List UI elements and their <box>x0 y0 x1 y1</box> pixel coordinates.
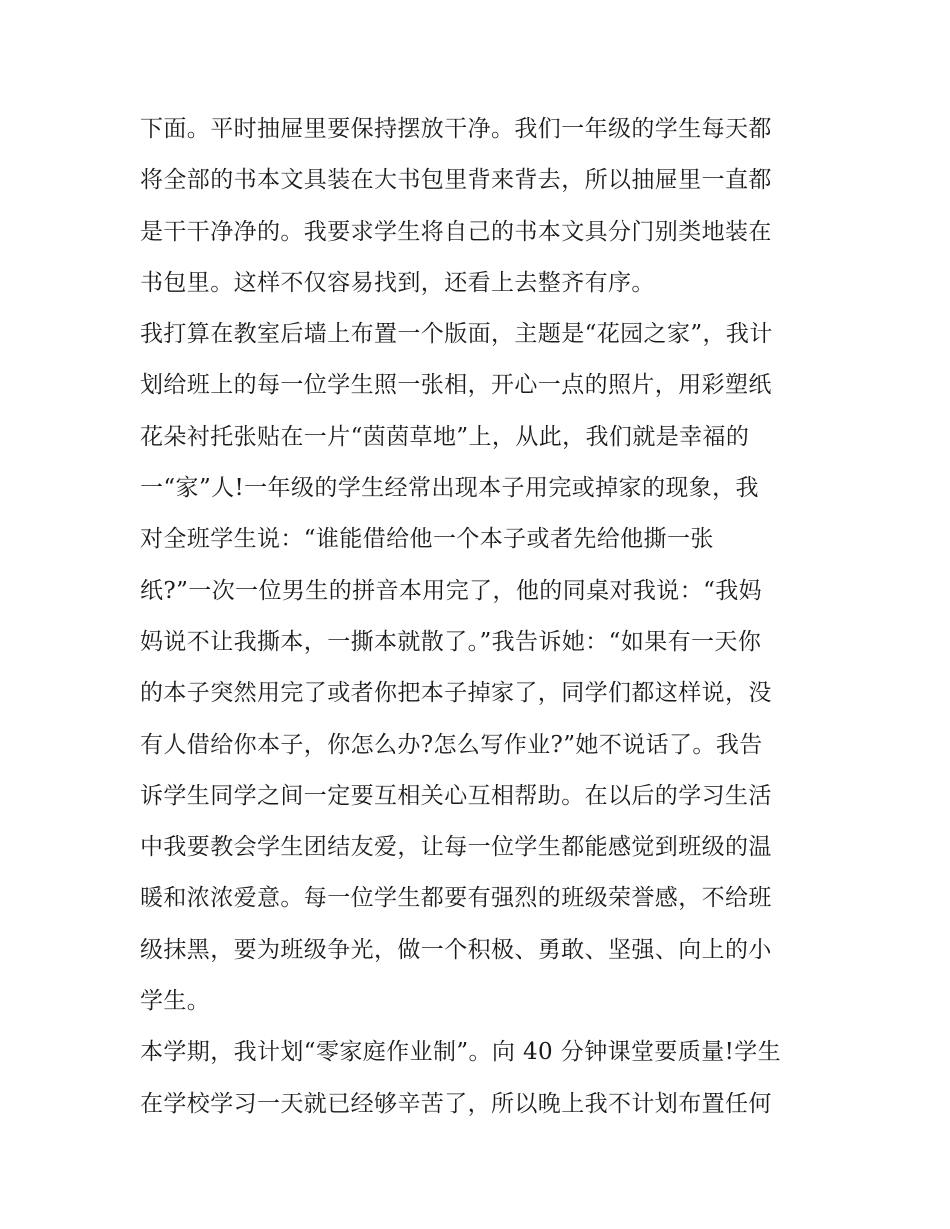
text-line: 妈说不让我撕本，一撕本就散了。”我告诉她：“如果有一天你 <box>140 628 762 655</box>
text-line: 下面。平时抽屉里要保持摆放干净。我们一年级的学生每天都 <box>140 116 772 142</box>
text-line: 一“家”人!一年级的学生经常出现本子用完或掉家的现象，我 <box>140 475 759 502</box>
text-line: 花朵衬托张贴在一片“茵茵草地”上，从此，我们就是幸福的 <box>140 423 750 450</box>
text-line: 有人借给你本子，你怎么办?怎么写作业?”她不说话了。我告 <box>140 731 763 758</box>
text-line: 是干干净净的。我要求学生将自己的书本文具分门别类地装在 <box>140 218 772 245</box>
text-line: 在学校学习一天就已经够辛苦了，所以晚上我不计划布置任何 <box>140 1090 772 1117</box>
text-line: 将全部的书本文具装在大书包里背来背去，所以抽屉里一直都 <box>140 167 772 194</box>
text-line: 学生。 <box>140 988 211 1015</box>
text-line: 我打算在教室后墙上布置一个版面，主题是“花园之家”，我计 <box>140 321 773 348</box>
text-line: 诉学生同学之间一定要互相关心互相帮助。在以后的学习生活 <box>140 782 772 809</box>
text-line: 本学期，我计划“零家庭作业制”。向 40 分钟课堂要质量!学生 <box>140 1039 782 1066</box>
text-line: 书包里。这样不仅容易找到，还看上去整齐有序。 <box>140 269 655 296</box>
body-text <box>140 104 830 1130</box>
text-line: 划给班上的每一位学生照一张相，开心一点的照片，用彩塑纸 <box>140 372 772 399</box>
text-line: 的本子突然用完了或者你把本子掉家了，同学们都这样说，没 <box>140 680 772 707</box>
text-line: 中我要教会学生团结友爱，让每一位学生都能感觉到班级的温 <box>140 834 772 861</box>
text-line: 暖和浓浓爱意。每一位学生都要有强烈的班级荣誉感，不给班 <box>140 885 772 912</box>
text-line: 级抹黑，要为班级争光，做一个积极、勇敢、坚强、向上的小 <box>140 936 772 963</box>
text-line: 纸?”一次一位男生的拼音本用完了，他的同桌对我说：“我妈 <box>140 577 763 604</box>
text-line: 对全班学生说：“谁能借给他一个本子或者先给他撕一张 <box>140 526 714 553</box>
